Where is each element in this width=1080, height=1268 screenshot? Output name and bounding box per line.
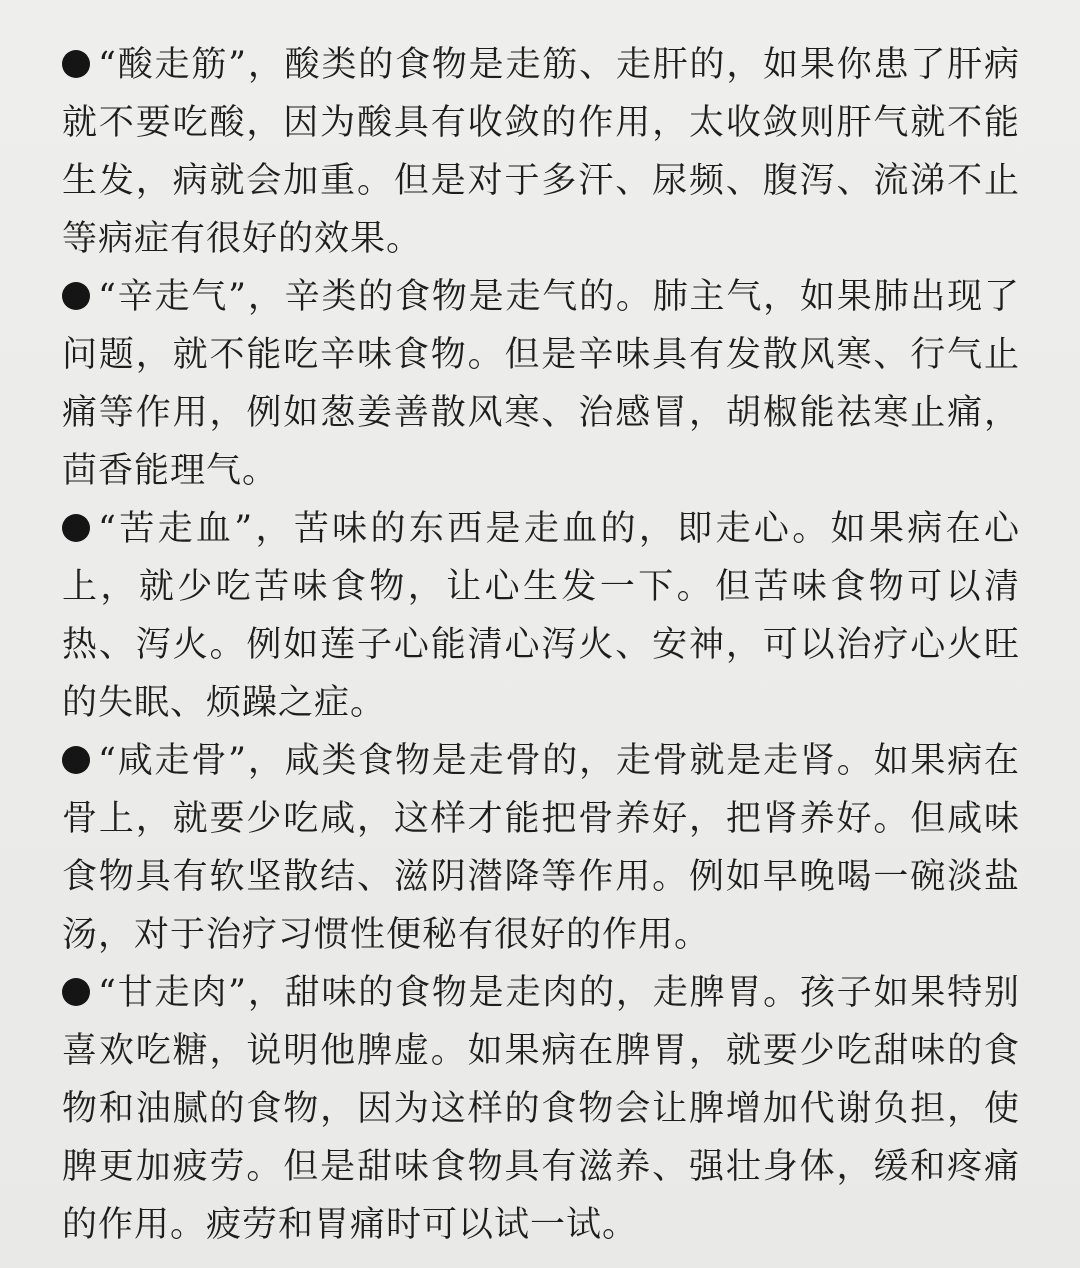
bullet-icon (62, 978, 90, 1006)
paragraph-pungent (62, 268, 1020, 500)
bullet-icon (62, 282, 90, 310)
paragraph-pungent-text: ，辛类的食物是走气的。肺主气，如果肺出现了问题，就不能吃辛味食物。但是辛味具有发散风寒、行气止痛等作用，例如葱姜善散风寒、治感冒，胡椒能祛寒止痛，茴香能理气。 (62, 277, 1020, 491)
paragraph-sweet (62, 964, 1020, 1254)
paragraph-sour (62, 36, 1020, 268)
paragraph-salty-text: ，咸类食物是走骨的，走骨就是走肾。如果病在骨上，就要少吃咸，这样才能把骨养好，把肾养好。但咸味食物具有软坚散结、滋阴潜降等作用。例如早晚喝一碗淡盐汤，对于治疗习惯性便秘有很好的作用。 (62, 741, 1020, 955)
term-salty: “咸走骨” (98, 741, 248, 781)
term-pungent: “辛走气” (98, 277, 248, 317)
term-sour: “酸走筋” (98, 45, 248, 85)
term-sweet: “甘走肉” (98, 973, 248, 1013)
text-body (62, 36, 1020, 1254)
bullet-icon (62, 50, 90, 78)
bullet-icon (62, 514, 90, 542)
term-bitter: “苦走血” (98, 509, 254, 549)
paragraph-bitter (62, 500, 1020, 732)
paragraph-salty (62, 732, 1020, 964)
bullet-icon (62, 746, 90, 774)
paragraph-bitter-text: ，苦味的东西是走血的，即走心。如果病在心上，就少吃苦味食物，让心生发一下。但苦味食物可以清热、泻火。例如莲子心能清心泻火、安神，可以治疗心火旺的失眠、烦躁之症。 (62, 509, 1020, 723)
paragraph-sour-text: ，酸类的食物是走筋、走肝的，如果你患了肝病就不要吃酸，因为酸具有收敛的作用，太收敛则肝气就不能生发，病就会加重。但是对于多汗、尿频、腹泻、流涕不止等病症有很好的效果。 (62, 45, 1020, 259)
paragraph-sweet-text: ，甜味的食物是走肉的，走脾胃。孩子如果特别喜欢吃糖，说明他脾虚。如果病在脾胃，就要少吃甜味的食物和油腻的食物，因为这样的食物会让脾增加代谢负担，使脾更加疲劳。但是甜味食物具有滋养、强壮身体，缓和疼痛的作用。疲劳和胃痛时可以试一试。 (62, 973, 1020, 1245)
